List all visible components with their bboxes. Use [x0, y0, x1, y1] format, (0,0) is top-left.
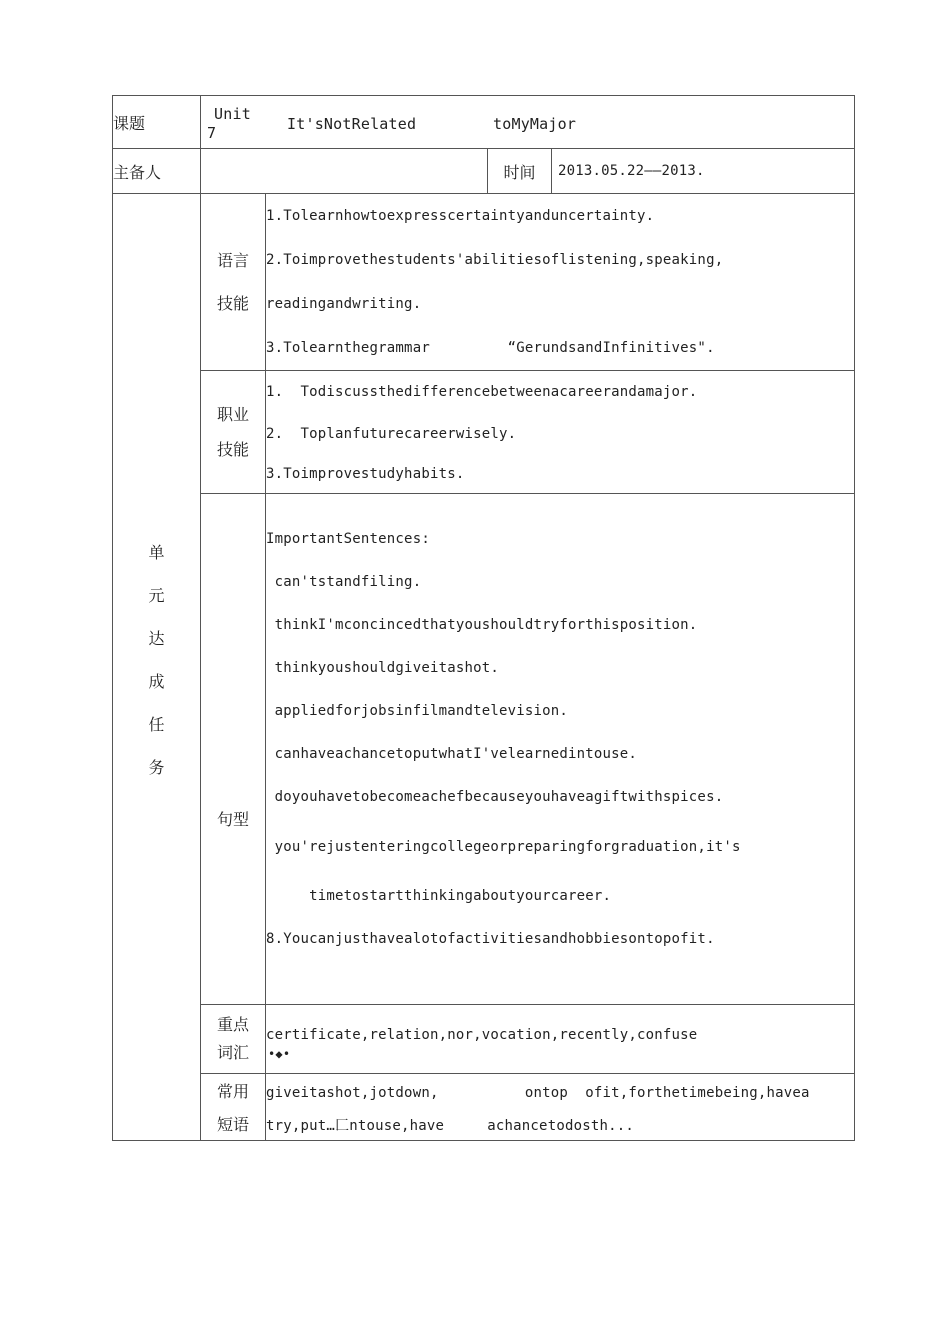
preparer-value	[201, 149, 488, 194]
list-item: canhaveachancetoputwhatI'velearnedintouse.	[266, 746, 638, 762]
language-skills-content	[266, 194, 855, 371]
preparer-row	[113, 149, 855, 194]
list-item: can'tstandfiling.	[266, 574, 422, 590]
unit-title-part1: It'sNotRelated	[287, 115, 417, 133]
list-item: timetostartthinkingaboutyourcareer.	[266, 888, 612, 904]
list-item: 3.Tolearnthegrammar “GerundsandInfinitives".	[266, 340, 715, 356]
list-item: thinkyoushouldgiveitashot.	[266, 660, 499, 676]
time-label: 时间	[488, 149, 552, 194]
unit-number: 7	[207, 124, 217, 142]
key-vocab-label: 重点 词汇	[201, 1005, 266, 1074]
list-item: 1. Todiscussthedifferencebetweenacareerandamajor.	[266, 384, 698, 400]
list-item: 1.Tolearnhowtoexpresscertaintyanduncertainty.	[266, 208, 655, 224]
list-item: 3.Toimprovestudyhabits.	[266, 466, 465, 482]
sentences-content	[266, 494, 855, 1005]
phrases-line: giveitashot,jotdown, ontop ofit,forthetimebeing,havea	[266, 1085, 810, 1101]
phrases-label: 常用 短语	[201, 1074, 266, 1141]
career-skills-row	[113, 371, 855, 494]
list-item: 2. Toplanfuturecareerwisely.	[266, 426, 517, 442]
list-item: doyouhavetobecomeachefbecauseyouhaveagiftwithspices.	[266, 789, 724, 805]
phrases-content	[266, 1074, 855, 1141]
unit-title-part2: toMyMajor	[493, 115, 577, 133]
list-item: appliedforjobsinfilmandtelevision.	[266, 703, 569, 719]
unit-task-char: 任	[148, 715, 165, 734]
unit-task-char: 务	[148, 758, 165, 777]
unit-label: Unit	[214, 105, 251, 123]
key-vocab-content	[266, 1005, 855, 1074]
career-skills-label: 职业 技能	[201, 371, 266, 494]
language-skills-label: 语言 技能	[201, 194, 266, 371]
phrases-line: try,put…匚ntouse,have achancetodosth...	[266, 1118, 634, 1134]
unit-task-char: 单	[148, 543, 165, 562]
unit-task-char: 元	[148, 586, 165, 605]
sentences-heading: ImportantSentences:	[266, 531, 430, 547]
list-item: readingandwriting.	[266, 296, 422, 312]
career-skills-content	[266, 371, 855, 494]
key-vocab-text: certificate,relation,nor,vocation,recently,confuse	[266, 1027, 698, 1043]
preparer-label: 主备人	[113, 149, 201, 194]
list-item: you'rejustenteringcollegeorpreparingforgraduation,it's	[266, 839, 741, 855]
sentences-row	[113, 494, 855, 1005]
key-vocab-row	[113, 1005, 855, 1074]
unit-title-cell	[201, 96, 855, 149]
topic-label: 课题	[113, 96, 201, 149]
list-item: thinkI'mconcincedthatyoushouldtryforthisposition.	[266, 617, 698, 633]
unit-task-label	[113, 194, 201, 1141]
key-vocab-mark: •◆•	[268, 1047, 291, 1061]
list-item: 8.Youcanjusthavealotofactivitiesandhobbiesontopofit.	[266, 931, 715, 947]
lesson-plan-table	[112, 95, 855, 1141]
list-item: 2.Toimprovethestudents'abilitiesoflistening,speaking,	[266, 252, 724, 268]
phrases-row	[113, 1074, 855, 1141]
sentences-label: 句型	[201, 494, 266, 1005]
unit-task-char: 成	[148, 672, 165, 691]
time-value: 2013.05.22——2013.	[552, 149, 855, 194]
unit-task-char: 达	[148, 629, 165, 648]
topic-row	[113, 96, 855, 149]
language-skills-row	[113, 194, 855, 371]
